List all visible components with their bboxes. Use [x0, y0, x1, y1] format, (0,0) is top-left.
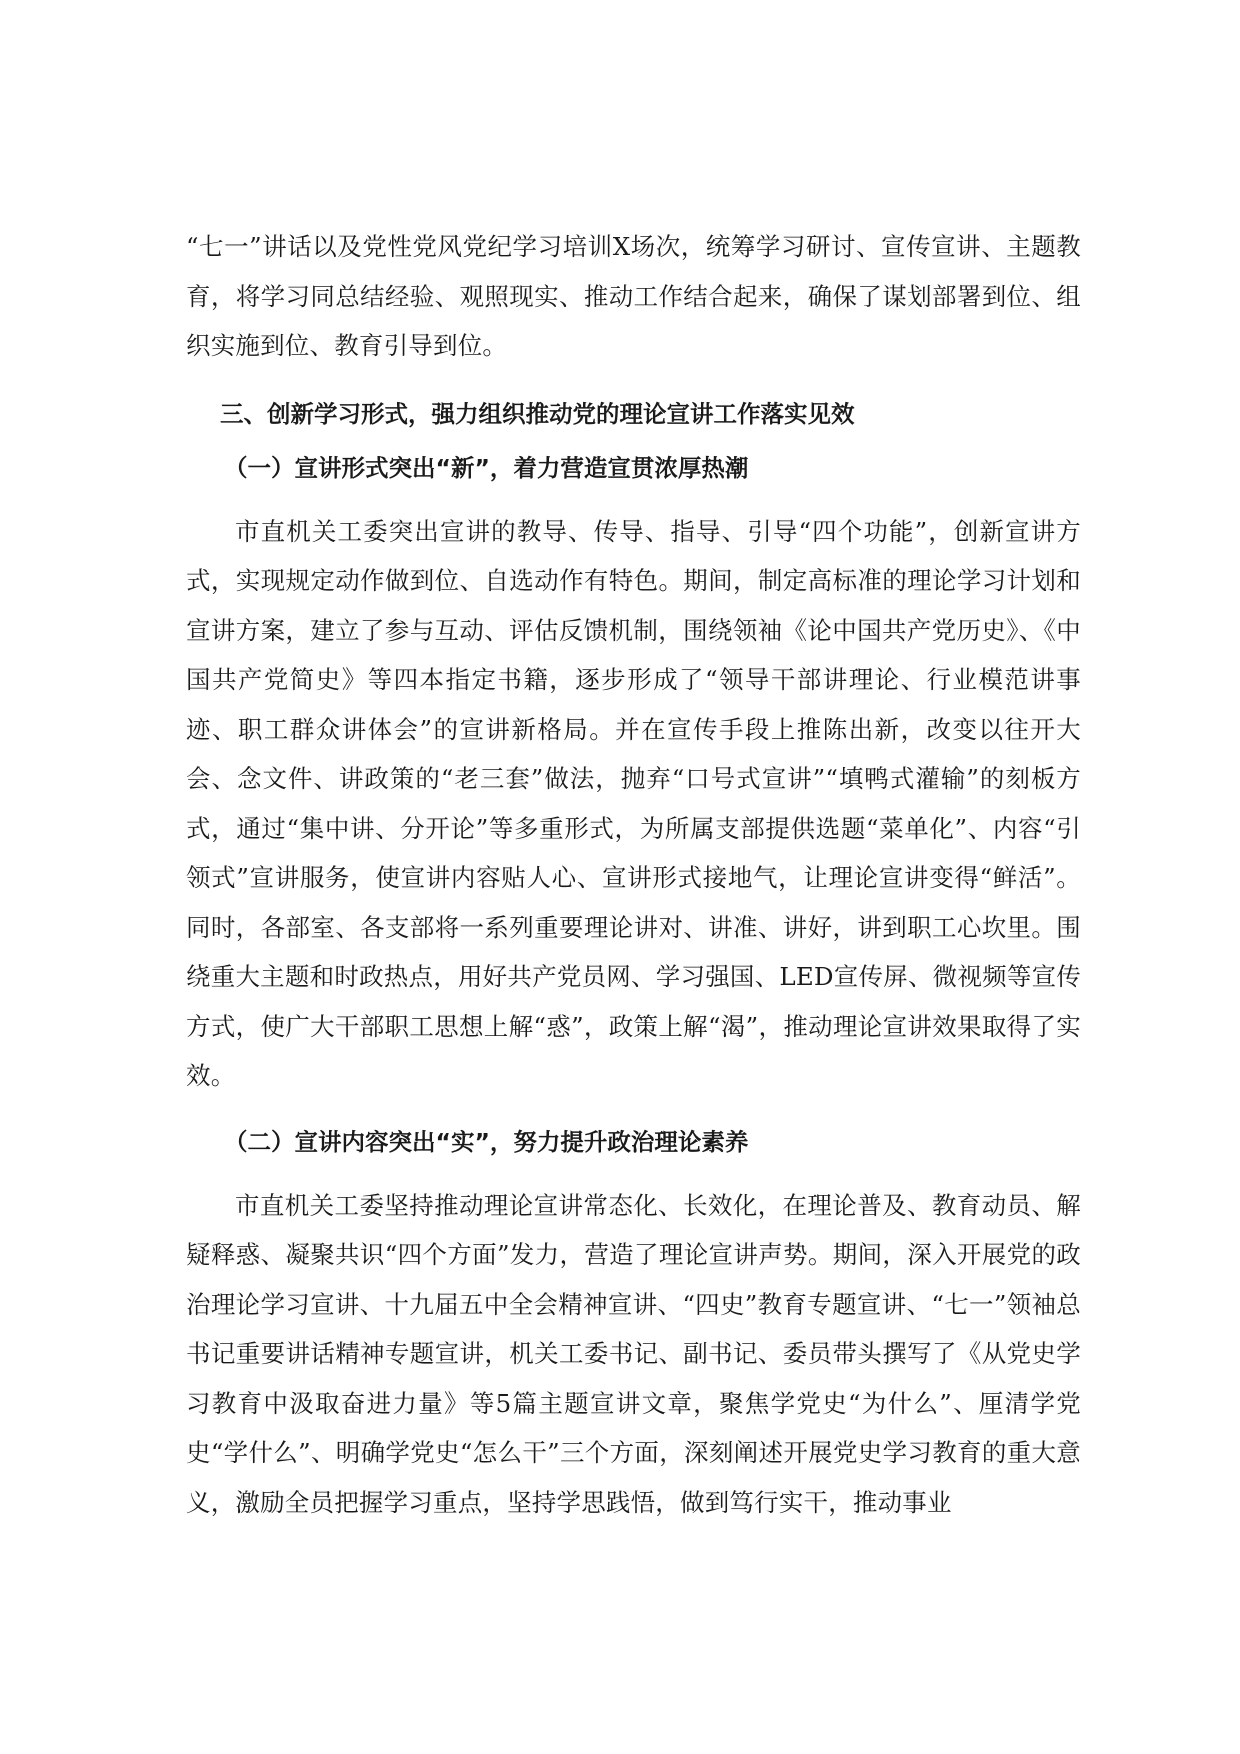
- paragraph-speech-content: 市直机关工委坚持推动理论宣讲常态化、长效化，在理论普及、教育动员、解疑释惑、凝聚共识“四个方面”发力，营造了理论宣讲声势。期间，深入开展党的政治理论学习宣讲、十九届五中全会精神宣讲、“四史”教育专题宣讲、“七一”领袖总书记重要讲话精神专题宣讲，机关工委书记、副书记、委员带头撰写了《从党史学习教育中汲取奋进力量》等5篇主题宣讲文章，聚焦学党史“为什么”、厘清学党史“学什么”、明确学党史“怎么干”三个方面，深刻阐述开展党史学习教育的重大意义，激励全员把握学习重点，坚持学思践悟，做到笃行实干，推动事业: [186, 1190, 1081, 1517]
- paragraph-continuation: “七一”讲话以及党性党风党纪学习培训X场次，统筹学习研讨、宣传宣讲、主题教育，将学习同总结经验、观照现实、推动工作结合起来，确保了谋划部署到位、组织实施到位、教育引导到位。: [186, 232, 1081, 360]
- subsection-heading-1: （一）宣讲形式突出“新”，着力营造宣贯浓厚热潮: [224, 453, 749, 482]
- document-body: [186, 222, 1081, 1527]
- paragraph-speech-format: 市直机关工委突出宣讲的教导、传导、指导、引导“四个功能”，创新宣讲方式，实现规定动作做到位、自选动作有特色。期间，制定高标准的理论学习计划和宣讲方案，建立了参与互动、评估反馈机制，围绕领袖《论中国共产党历史》、《中国共产党简史》等四本指定书籍，逐步形成了“领导干部讲理论、行业模范讲事迹、职工群众讲体会”的宣讲新格局。并在宣传手段上推陈出新，改变以往开大会、念文件、讲政策的“老三套”做法，抛弃“口号式宣讲”“填鸭式灌输”的刻板方式，通过“集中讲、分开论”等多重形式，为所属支部提供选题“菜单化”、内容“引领式”宣讲服务，使宣讲内容贴人心、宣讲形式接地气，让理论宣讲变得“鲜活”。同时，各部室、各支部将一系列重要理论讲对、讲准、讲好，讲到职工心坎里。围绕重大主题和时政热点，用好共产党员网、学习强国、LED宣传屏、微视频等宣传方式，使广大干部职工思想上解“惑”，政策上解“渴”，推动理论宣讲效果取得了实效。: [186, 516, 1081, 1090]
- section-heading-3: 三、创新学习形式，强力组织推动党的理论宣讲工作落实见效: [220, 399, 855, 428]
- subsection-heading-2: （二）宣讲内容突出“实”，努力提升政治理论素养: [224, 1127, 749, 1156]
